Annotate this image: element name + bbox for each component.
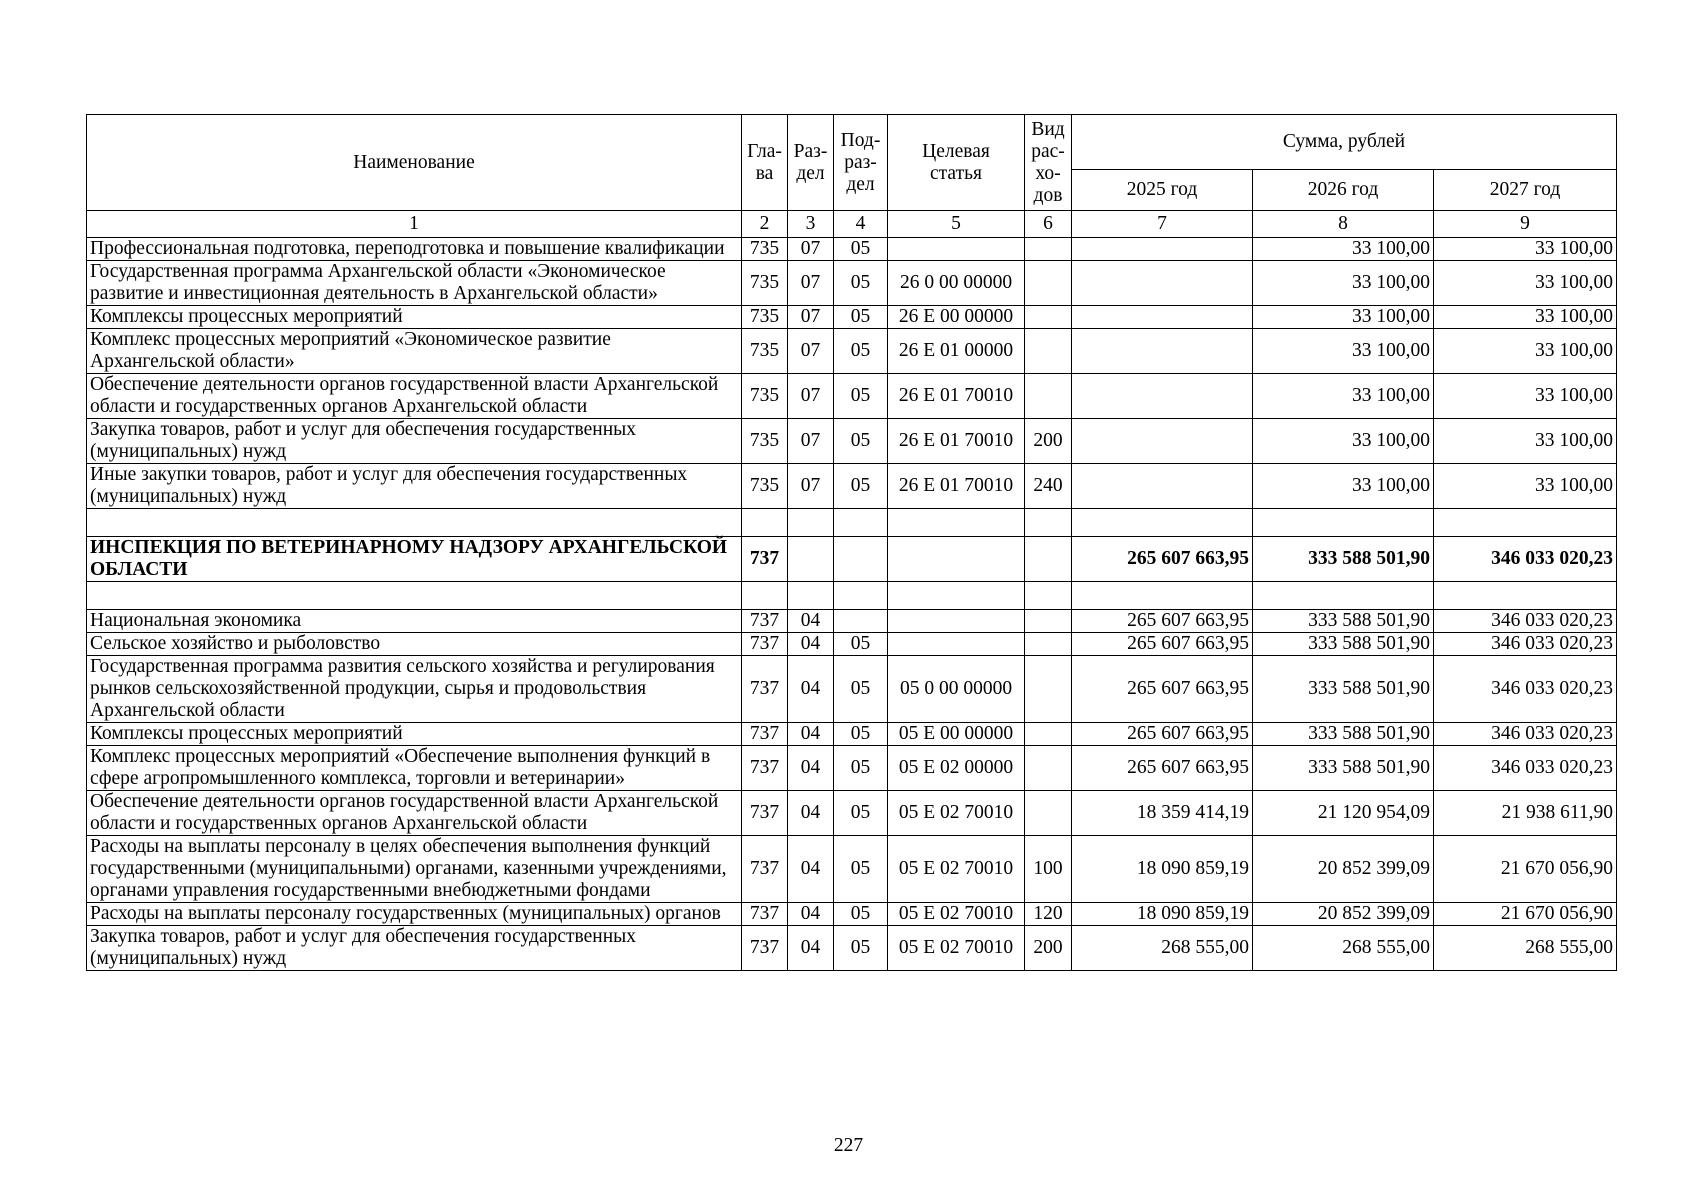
cell-tselevaya-statya: 26 Е 00 00000	[888, 306, 1025, 329]
cell-razdel: 07	[788, 306, 834, 329]
cell-razdel: 04	[788, 926, 834, 971]
cell-tselevaya-statya	[888, 633, 1025, 656]
cell-podrazdel	[834, 537, 888, 582]
cell-podrazdel: 05	[834, 306, 888, 329]
cell-vid-rashodov: 200	[1025, 926, 1072, 971]
table-row	[87, 464, 1617, 509]
cell-razdel: 04	[788, 836, 834, 903]
cell-vid-rashodov	[1025, 238, 1072, 261]
cell-vid-rashodov	[1025, 329, 1072, 374]
cell-tselevaya-statya: 05 Е 00 00000	[888, 723, 1025, 746]
column-number: 2	[742, 211, 788, 238]
cell-amount-2026: 333 588 501,90	[1253, 537, 1434, 582]
column-number: 5	[888, 211, 1025, 238]
column-number: 8	[1253, 211, 1434, 238]
cell-razdel: 07	[788, 374, 834, 419]
cell-amount-2026	[1253, 509, 1434, 537]
cell-glava: 737	[742, 537, 788, 582]
table-row	[87, 746, 1617, 791]
cell-amount-2027: 33 100,00	[1434, 261, 1617, 306]
empty-row	[87, 582, 1617, 610]
cell-amount-2025: 265 607 663,95	[1072, 537, 1253, 582]
header-year-2025: 2025 год	[1072, 170, 1253, 211]
cell-amount-2026: 33 100,00	[1253, 374, 1434, 419]
cell-vid-rashodov	[1025, 791, 1072, 836]
cell-amount-2025: 18 359 414,19	[1072, 791, 1253, 836]
cell-tselevaya-statya: 26 Е 01 70010	[888, 374, 1025, 419]
cell-amount-2025	[1072, 464, 1253, 509]
table-row	[87, 306, 1617, 329]
cell-name	[87, 582, 742, 610]
cell-name: Комплексы процессных мероприятий	[87, 723, 742, 746]
cell-amount-2027: 21 670 056,90	[1434, 836, 1617, 903]
cell-razdel	[788, 582, 834, 610]
cell-tselevaya-statya: 05 Е 02 00000	[888, 746, 1025, 791]
cell-vid-rashodov	[1025, 723, 1072, 746]
cell-amount-2027: 21 938 611,90	[1434, 791, 1617, 836]
table-row	[87, 419, 1617, 464]
cell-vid-rashodov	[1025, 306, 1072, 329]
cell-amount-2025: 265 607 663,95	[1072, 746, 1253, 791]
header-tselevaya-statya: Целевая статья	[888, 115, 1025, 211]
table-row	[87, 610, 1617, 633]
cell-amount-2027: 33 100,00	[1434, 419, 1617, 464]
table-header	[87, 115, 1617, 238]
empty-row	[87, 509, 1617, 537]
cell-amount-2027: 33 100,00	[1434, 238, 1617, 261]
cell-name: Государственная программа Архангельской области «Экономическое развитие и инвестиционная деятельность в Архангельской области»	[87, 261, 742, 306]
cell-podrazdel: 05	[834, 374, 888, 419]
cell-amount-2025	[1072, 582, 1253, 610]
cell-amount-2027: 268 555,00	[1434, 926, 1617, 971]
cell-glava: 737	[742, 633, 788, 656]
cell-tselevaya-statya: 05 Е 02 70010	[888, 903, 1025, 926]
cell-amount-2025	[1072, 306, 1253, 329]
cell-amount-2026: 333 588 501,90	[1253, 656, 1434, 723]
table-row	[87, 238, 1617, 261]
cell-glava	[742, 582, 788, 610]
header-glava: Гла- ва	[742, 115, 788, 211]
cell-name: Профессиональная подготовка, переподготовка и повышение квалификации	[87, 238, 742, 261]
cell-name: Расходы на выплаты персоналу в целях обеспечения выполнения функций государственными (муниципальными) органами, казенными учреждениями, органами управления государственными внебюджетными фондами	[87, 836, 742, 903]
cell-glava: 737	[742, 723, 788, 746]
cell-amount-2027: 346 033 020,23	[1434, 537, 1617, 582]
cell-amount-2026: 33 100,00	[1253, 419, 1434, 464]
cell-podrazdel: 05	[834, 633, 888, 656]
cell-name: Комплекс процессных мероприятий «Экономическое развитие Архангельской области»	[87, 329, 742, 374]
cell-amount-2026: 333 588 501,90	[1253, 723, 1434, 746]
header-name: Наименование	[87, 115, 742, 211]
cell-podrazdel	[834, 610, 888, 633]
cell-amount-2027: 33 100,00	[1434, 329, 1617, 374]
cell-tselevaya-statya: 26 0 00 00000	[888, 261, 1025, 306]
cell-amount-2027: 346 033 020,23	[1434, 723, 1617, 746]
cell-glava: 737	[742, 656, 788, 723]
cell-razdel: 04	[788, 656, 834, 723]
cell-amount-2027: 346 033 020,23	[1434, 610, 1617, 633]
cell-name: Обеспечение деятельности органов государственной власти Архангельской области и государственных органов Архангельской области	[87, 791, 742, 836]
cell-name: Сельское хозяйство и рыболовство	[87, 633, 742, 656]
table-row	[87, 656, 1617, 723]
cell-amount-2026	[1253, 582, 1434, 610]
cell-podrazdel: 05	[834, 329, 888, 374]
cell-podrazdel: 05	[834, 791, 888, 836]
cell-amount-2025: 268 555,00	[1072, 926, 1253, 971]
cell-podrazdel: 05	[834, 926, 888, 971]
cell-vid-rashodov	[1025, 537, 1072, 582]
header-podrazdel: Под- раз- дел	[834, 115, 888, 211]
budget-table	[86, 114, 1617, 971]
cell-podrazdel: 05	[834, 464, 888, 509]
header-year-2027: 2027 год	[1434, 170, 1617, 211]
cell-glava: 737	[742, 836, 788, 903]
cell-razdel: 07	[788, 238, 834, 261]
cell-name: Закупка товаров, работ и услуг для обеспечения государственных (муниципальных) нужд	[87, 419, 742, 464]
cell-razdel: 04	[788, 746, 834, 791]
cell-podrazdel	[834, 509, 888, 537]
cell-amount-2027	[1434, 582, 1617, 610]
cell-razdel: 07	[788, 464, 834, 509]
cell-vid-rashodov	[1025, 261, 1072, 306]
header-year-2026: 2026 год	[1253, 170, 1434, 211]
cell-razdel: 07	[788, 261, 834, 306]
cell-glava: 737	[742, 791, 788, 836]
column-number: 6	[1025, 211, 1072, 238]
cell-razdel: 07	[788, 419, 834, 464]
cell-amount-2026: 333 588 501,90	[1253, 633, 1434, 656]
cell-glava: 735	[742, 374, 788, 419]
cell-amount-2025: 265 607 663,95	[1072, 723, 1253, 746]
table-row	[87, 926, 1617, 971]
table-row	[87, 723, 1617, 746]
cell-amount-2025	[1072, 419, 1253, 464]
table-row	[87, 791, 1617, 836]
header-summa: Сумма, рублей	[1072, 115, 1617, 170]
cell-glava: 737	[742, 746, 788, 791]
cell-amount-2026: 33 100,00	[1253, 261, 1434, 306]
cell-glava: 735	[742, 306, 788, 329]
cell-podrazdel: 05	[834, 261, 888, 306]
table-row	[87, 374, 1617, 419]
column-number: 7	[1072, 211, 1253, 238]
table-row	[87, 261, 1617, 306]
cell-amount-2026: 20 852 399,09	[1253, 903, 1434, 926]
cell-razdel: 07	[788, 329, 834, 374]
cell-podrazdel: 05	[834, 723, 888, 746]
cell-tselevaya-statya: 05 0 00 00000	[888, 656, 1025, 723]
cell-glava: 737	[742, 926, 788, 971]
cell-tselevaya-statya	[888, 509, 1025, 537]
cell-tselevaya-statya	[888, 537, 1025, 582]
cell-glava	[742, 509, 788, 537]
cell-vid-rashodov: 100	[1025, 836, 1072, 903]
cell-vid-rashodov	[1025, 656, 1072, 723]
cell-tselevaya-statya: 05 Е 02 70010	[888, 926, 1025, 971]
page-number: 227	[833, 1135, 864, 1156]
cell-amount-2026: 268 555,00	[1253, 926, 1434, 971]
cell-amount-2027: 33 100,00	[1434, 464, 1617, 509]
cell-vid-rashodov	[1025, 374, 1072, 419]
cell-amount-2026: 33 100,00	[1253, 329, 1434, 374]
table-row	[87, 903, 1617, 926]
cell-glava: 735	[742, 261, 788, 306]
cell-amount-2026: 33 100,00	[1253, 464, 1434, 509]
cell-tselevaya-statya: 05 Е 02 70010	[888, 791, 1025, 836]
cell-glava: 735	[742, 238, 788, 261]
cell-razdel	[788, 509, 834, 537]
cell-razdel: 04	[788, 610, 834, 633]
cell-amount-2026: 333 588 501,90	[1253, 746, 1434, 791]
header-razdel: Раз- дел	[788, 115, 834, 211]
cell-amount-2025	[1072, 374, 1253, 419]
cell-amount-2025: 265 607 663,95	[1072, 656, 1253, 723]
cell-amount-2025	[1072, 329, 1253, 374]
cell-tselevaya-statya	[888, 238, 1025, 261]
cell-razdel: 04	[788, 791, 834, 836]
cell-tselevaya-statya: 05 Е 02 70010	[888, 836, 1025, 903]
cell-podrazdel: 05	[834, 836, 888, 903]
cell-name: Обеспечение деятельности органов государственной власти Архангельской области и государственных органов Архангельской области	[87, 374, 742, 419]
cell-name: Иные закупки товаров, работ и услуг для обеспечения государственных (муниципальных) нужд	[87, 464, 742, 509]
cell-glava: 735	[742, 419, 788, 464]
cell-amount-2027	[1434, 509, 1617, 537]
table-row	[87, 537, 1617, 582]
cell-tselevaya-statya: 26 Е 01 00000	[888, 329, 1025, 374]
cell-vid-rashodov	[1025, 509, 1072, 537]
cell-amount-2027: 33 100,00	[1434, 374, 1617, 419]
cell-amount-2026: 20 852 399,09	[1253, 836, 1434, 903]
cell-name: Национальная экономика	[87, 610, 742, 633]
cell-razdel	[788, 537, 834, 582]
cell-amount-2027: 346 033 020,23	[1434, 746, 1617, 791]
cell-tselevaya-statya	[888, 610, 1025, 633]
cell-name: Комплекс процессных мероприятий «Обеспечение выполнения функций в сфере агропромышленного комплекса, торговли и ветеринарии»	[87, 746, 742, 791]
cell-glava: 735	[742, 329, 788, 374]
cell-name: Комплексы процессных мероприятий	[87, 306, 742, 329]
header-vid-rashodov: Вид рас- хо- дов	[1025, 115, 1072, 211]
cell-amount-2026: 33 100,00	[1253, 306, 1434, 329]
cell-podrazdel: 05	[834, 238, 888, 261]
cell-amount-2025: 18 090 859,19	[1072, 836, 1253, 903]
cell-amount-2025	[1072, 261, 1253, 306]
cell-name: ИНСПЕКЦИЯ ПО ВЕТЕРИНАРНОМУ НАДЗОРУ АРХАНГЕЛЬСКОЙ ОБЛАСТИ	[87, 537, 742, 582]
cell-razdel: 04	[788, 723, 834, 746]
cell-amount-2025	[1072, 238, 1253, 261]
cell-name	[87, 509, 742, 537]
cell-name: Расходы на выплаты персоналу государственных (муниципальных) органов	[87, 903, 742, 926]
cell-amount-2027: 346 033 020,23	[1434, 633, 1617, 656]
cell-glava: 735	[742, 464, 788, 509]
table-row	[87, 329, 1617, 374]
cell-vid-rashodov: 120	[1025, 903, 1072, 926]
cell-podrazdel: 05	[834, 746, 888, 791]
column-number: 4	[834, 211, 888, 238]
cell-podrazdel: 05	[834, 656, 888, 723]
cell-amount-2027: 21 670 056,90	[1434, 903, 1617, 926]
cell-podrazdel: 05	[834, 419, 888, 464]
cell-tselevaya-statya: 26 Е 01 70010	[888, 419, 1025, 464]
cell-amount-2025	[1072, 509, 1253, 537]
column-number: 9	[1434, 211, 1617, 238]
cell-vid-rashodov	[1025, 633, 1072, 656]
cell-razdel: 04	[788, 633, 834, 656]
table-row	[87, 633, 1617, 656]
column-number: 3	[788, 211, 834, 238]
cell-amount-2026: 21 120 954,09	[1253, 791, 1434, 836]
cell-amount-2027: 346 033 020,23	[1434, 656, 1617, 723]
column-number: 1	[87, 211, 742, 238]
cell-amount-2025: 265 607 663,95	[1072, 633, 1253, 656]
cell-tselevaya-statya	[888, 582, 1025, 610]
cell-name: Закупка товаров, работ и услуг для обеспечения государственных (муниципальных) нужд	[87, 926, 742, 971]
cell-razdel: 04	[788, 903, 834, 926]
cell-amount-2027: 33 100,00	[1434, 306, 1617, 329]
cell-glava: 737	[742, 610, 788, 633]
cell-glava: 737	[742, 903, 788, 926]
table-row	[87, 836, 1617, 903]
cell-amount-2026: 333 588 501,90	[1253, 610, 1434, 633]
cell-podrazdel: 05	[834, 903, 888, 926]
table-body	[87, 238, 1617, 971]
cell-vid-rashodov: 200	[1025, 419, 1072, 464]
cell-amount-2026: 33 100,00	[1253, 238, 1434, 261]
cell-tselevaya-statya: 26 Е 01 70010	[888, 464, 1025, 509]
cell-amount-2025: 18 090 859,19	[1072, 903, 1253, 926]
cell-amount-2025: 265 607 663,95	[1072, 610, 1253, 633]
cell-vid-rashodov	[1025, 746, 1072, 791]
cell-vid-rashodov	[1025, 610, 1072, 633]
cell-name: Государственная программа развития сельского хозяйства и регулирования рынков сельскохозяйственной продукции, сырья и продовольствия Архангельской области	[87, 656, 742, 723]
cell-vid-rashodov: 240	[1025, 464, 1072, 509]
cell-vid-rashodov	[1025, 582, 1072, 610]
cell-podrazdel	[834, 582, 888, 610]
